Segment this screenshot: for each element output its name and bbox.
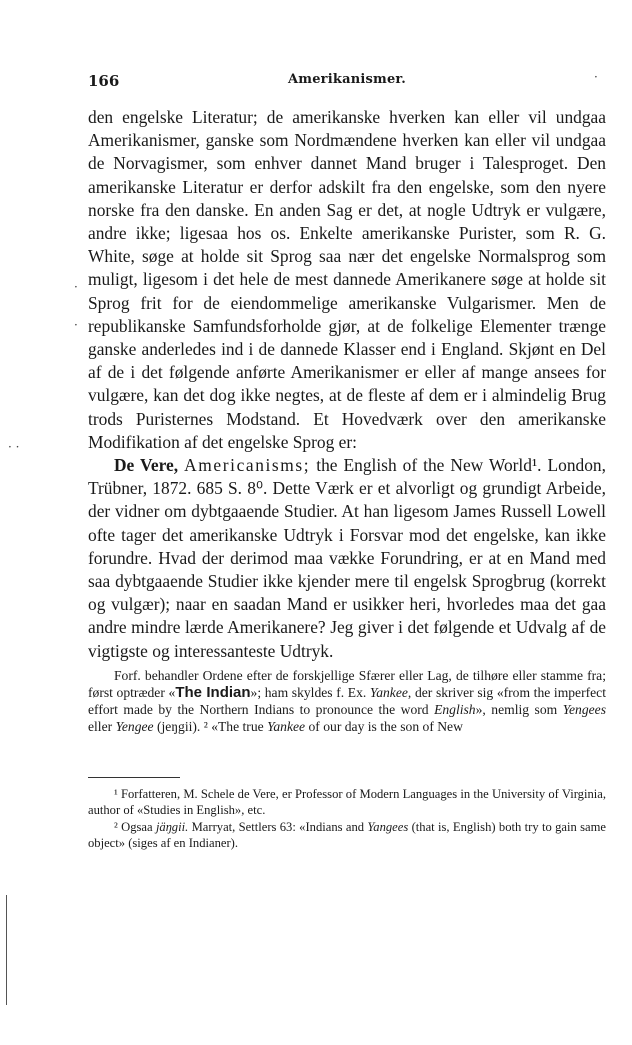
small-text-run: », nemlig som	[475, 701, 558, 717]
english-term: English	[434, 701, 476, 717]
small-text-run: »; ham skyldes f. Ex.	[250, 684, 367, 700]
margin-speck: · ·	[8, 440, 20, 454]
footnote-1: ¹ Forfatteren, M. Schele de Vere, er Professor of Modern Languages in the University of Virginia, author of «Studies in English», etc.	[88, 786, 606, 818]
book-title: Americanisms;	[184, 455, 311, 476]
paragraph-2-rest: the English of the New World¹. London, Trübner, 1872. 685 S. 8⁰. Dette Værk er et alvorligt og grundigt Arbeide, der vidner om dybtgaaende Studier. At han ligesom James Russell Lowell ofte tager det amerikanske Udtryk i Forsvar mod det engelske, kan ikke forundre. Hvad der derimod maa vække Forundring, er at en Mand med saa dybtgaaende Studier ikke kjender mere til engelsk Sprogbrug (korrekt og vulgær); naar en saadan Mand er usikker heri, hvorledes maa det gaa andre mindre lærde Amerikanere? Jeg giver i det følgende et Udvalg af de vigtigste og interessanteste Udtryk.	[88, 455, 606, 661]
paragraph-1: den engelske Literatur; de amerikanske hverken kan eller vil undgaa Amerikanismer, ganske som Nordmændene hverken kan eller vil undgaa de Norvagismer, som enhver dannet Mand bruger i Talesproget. Den amerikanske Literatur er derfor adskilt fra den engelske, som den nyere norske fra den danske. En anden Sag er det, at nogle Udtryk er vulgære, andre ikke; ligesaa hos os. Enkelte amerikanske Purister, som R. G. White, søge at holde sit Sprog saa nær det engelske Normalsprog som muligt, ligesom i det hele de mest dannede Amerikanere søge at holde sit Sprog frit for de eiendommelige amerikanske Vulgarismer. Men de republikanske Samfundsforholde gjør, at de folkelige Elementer trænge ganske anderledes ind i de dannede Klasser end i England. Skjønt en Del af de i det følgende anførte Amerikanismer er eller af mange ansees for vulgære, kan det dog ikke negtes, at de fleste af dem er i almindelig Brug trods Puristernes Modstand. Et Hovedværk over den amerikanske Modifikation af det engelske Sprog er:	[88, 107, 606, 452]
margin-speck: ·	[74, 280, 78, 294]
footnote-run: jäŋgii.	[155, 819, 189, 834]
footnote-run: ² Ogsaa	[114, 819, 153, 834]
author-name: De Vere,	[114, 455, 179, 476]
footnote-run: Yangees	[367, 819, 409, 834]
scan-edge-line	[6, 895, 7, 1005]
small-text-run: (jeŋgii). ² «The true	[156, 718, 264, 734]
yankee-term-2: Yankee	[267, 718, 306, 734]
footnote-2	[88, 819, 606, 852]
small-text-run: eller	[88, 718, 113, 734]
page-number: 166	[88, 72, 120, 90]
book-page	[88, 64, 606, 852]
small-text-run: of our day is the son of New	[308, 718, 463, 734]
paragraph-2	[88, 454, 606, 663]
small-text-run: Forf. behandler Ordene efter de forskjellige Sfærer eller Lag, de tilhøre eller stamme fra; først optræder «	[88, 667, 606, 700]
yengees-term: Yengees	[562, 701, 606, 717]
the-indian-heading: The Indian	[175, 683, 251, 701]
footnote-run: Marryat, Settlers 63: «Indians and	[191, 819, 365, 834]
main-text	[88, 106, 606, 663]
running-title: Amerikanismer.	[287, 72, 407, 87]
footnote-run: (that is, English) both try to gain same object» (siges af en Indianer).	[88, 819, 606, 851]
small-print-paragraph	[88, 667, 606, 735]
yankee-term: Yankee	[369, 684, 408, 700]
margin-speck: ·	[594, 70, 598, 84]
margin-speck: ·	[74, 318, 78, 332]
small-text-run: , der skriver sig «from the imperfect effort made by the Northern Indians to pronounce the word	[88, 684, 606, 717]
page-header	[88, 64, 606, 90]
footnotes	[88, 786, 606, 852]
footnote-divider	[88, 777, 180, 778]
yengee-term: Yengee	[115, 718, 154, 734]
